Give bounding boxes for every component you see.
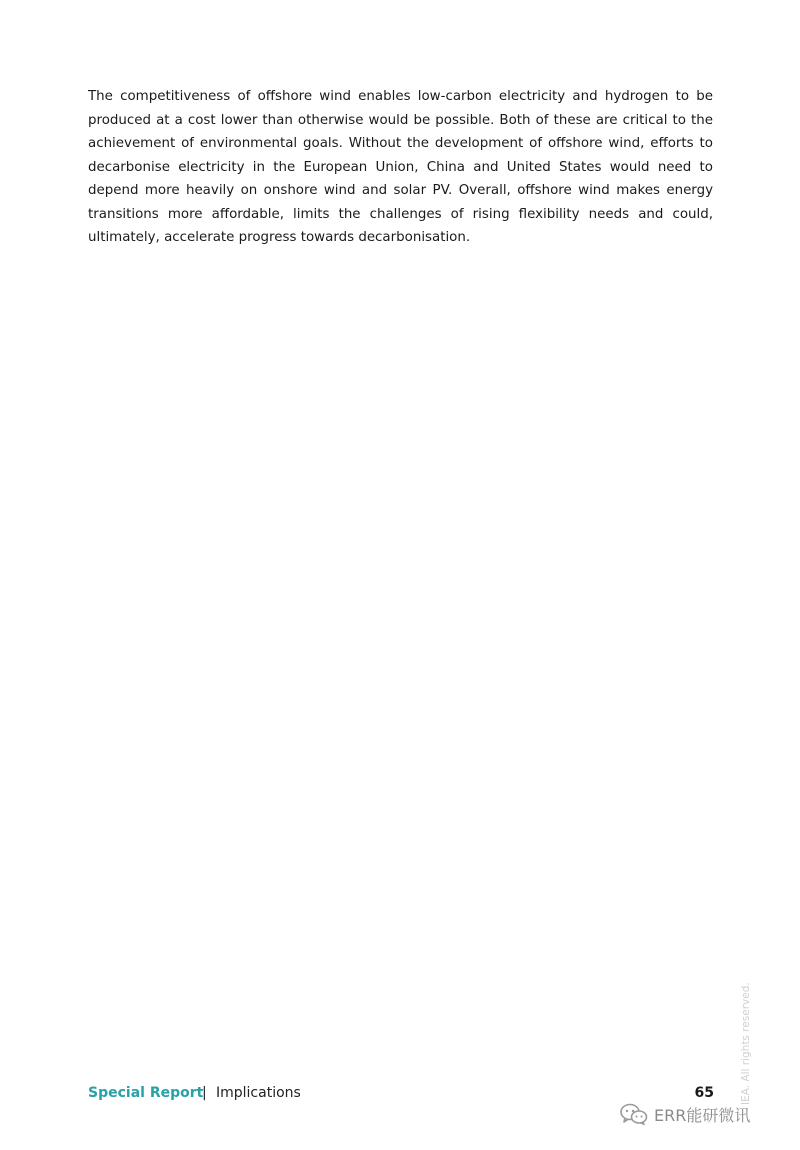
copyright-notice [736, 975, 756, 1105]
footer-separator: | [202, 1085, 207, 1101]
copyright-text: IEA. All rights reserved. [740, 982, 752, 1105]
watermark [620, 1100, 750, 1128]
page-number: 65 [694, 1085, 714, 1101]
wechat-icon [620, 1103, 648, 1125]
footer-chapter-title: Implications [216, 1085, 301, 1101]
body-paragraph: The competitiveness of offshore wind enables low-carbon electricity and hydrogen to be produced at a cost lower than otherwise would be possible. Both of these are critical to the achievement of environmental goals. Without the development of offshore wind, efforts to decarbonise electricity in the European Union, China and United States would need to depend more heavily on onshore wind and solar PV. Overall, offshore wind makes energy transitions more affordable, limits the challenges of rising flexibility needs and could, ultimately, accelerate progress towards decarbonisation. [88, 89, 713, 245]
footer-section-title: Special Report [88, 1085, 204, 1101]
watermark-text: ERR能研微讯 [654, 1105, 751, 1125]
